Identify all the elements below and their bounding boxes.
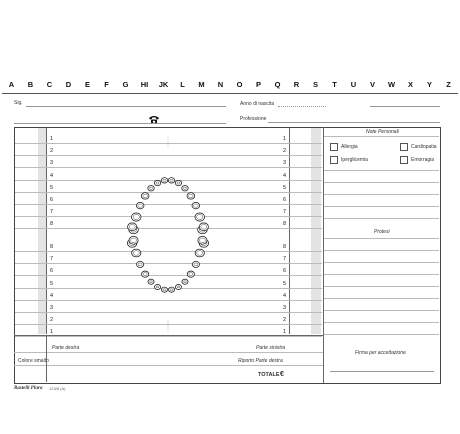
left-side-label: Parte sinistra xyxy=(256,345,286,351)
tooth-number-right: 2 xyxy=(50,148,54,155)
allergy-label: Allergia xyxy=(341,144,358,150)
signature-label: Firma per accettazione xyxy=(355,350,406,356)
right-shade-column xyxy=(311,128,321,334)
tooth-number-right: 4 xyxy=(50,172,54,179)
tooth-outline[interactable] xyxy=(154,180,160,185)
tooth-number-left: 3 xyxy=(283,160,287,167)
tooth-outline[interactable] xyxy=(131,213,141,221)
tooth-outline[interactable] xyxy=(169,287,175,292)
tooth-outline[interactable] xyxy=(195,213,205,221)
alphabet-tab[interactable]: X xyxy=(407,80,413,89)
tooth-number-right: 5 xyxy=(50,184,54,191)
tooth-number-right: 8 xyxy=(50,221,54,228)
tooth-number-left: 5 xyxy=(283,184,287,191)
row-rule xyxy=(14,352,323,353)
tooth-outline[interactable] xyxy=(148,279,154,284)
note-row xyxy=(324,274,439,275)
tooth-outline[interactable] xyxy=(142,271,149,277)
alphabet-tab[interactable]: B xyxy=(27,80,34,89)
form-code: 123/8 (A) xyxy=(49,386,66,391)
hemorrhage-checkbox[interactable] xyxy=(400,156,408,164)
alphabet-tab[interactable]: F xyxy=(104,80,109,89)
note-row xyxy=(324,298,439,299)
divider xyxy=(46,128,47,334)
cardiopathy-checkbox[interactable] xyxy=(400,143,408,151)
profession-label: Professione xyxy=(240,116,267,122)
tooth-outline[interactable] xyxy=(155,284,161,289)
alphabet-tab[interactable]: O xyxy=(236,80,243,89)
note-row xyxy=(324,206,439,207)
tooth-outline[interactable] xyxy=(175,180,181,185)
alphabet-rule xyxy=(2,93,458,94)
currency-symbol: € xyxy=(280,371,284,378)
tooth-number-left: 7 xyxy=(283,209,287,216)
tooth-number-right: 3 xyxy=(50,305,54,311)
hemorrhage-label: Emorragia xyxy=(411,157,435,163)
note-row xyxy=(324,170,439,171)
right-side-label: Parte destra xyxy=(52,345,80,351)
tooth-number-right: 4 xyxy=(50,292,54,299)
alphabet-tab[interactable]: V xyxy=(369,80,375,89)
alphabet-tab[interactable]: L xyxy=(180,80,185,89)
tooth-number-left: 2 xyxy=(283,317,287,324)
tooth-outline[interactable] xyxy=(168,178,174,183)
signature-field[interactable] xyxy=(330,371,434,372)
tooth-outline[interactable] xyxy=(187,193,195,199)
alphabet-tab[interactable]: A xyxy=(8,80,15,89)
note-row xyxy=(324,238,439,239)
tooth-outline[interactable] xyxy=(187,271,194,277)
alphabet-tab[interactable]: HI xyxy=(140,80,149,89)
alphabet-tab[interactable]: M xyxy=(198,80,205,89)
dental-arch-diagram xyxy=(118,135,218,335)
note-row xyxy=(324,182,439,183)
row-rule xyxy=(14,365,323,366)
brand-logo: Rastelli Plura xyxy=(14,386,43,391)
tooth-number-right: 3 xyxy=(50,160,54,167)
note-row xyxy=(324,218,439,219)
tooth-outline[interactable] xyxy=(137,261,144,267)
hyperglycemia-label: Iperglicemia xyxy=(341,157,368,163)
tooth-outline[interactable] xyxy=(199,223,208,231)
alphabet-tab[interactable]: N xyxy=(217,80,224,89)
alphabet-tab[interactable]: JK xyxy=(158,80,169,89)
profession-field[interactable] xyxy=(268,122,440,123)
sig-field[interactable] xyxy=(26,106,226,107)
allergy-checkbox[interactable] xyxy=(330,143,338,151)
note-row xyxy=(324,310,439,311)
carry-over-label: Riporto Parte destra xyxy=(238,358,283,364)
note-row xyxy=(324,136,439,137)
tooth-outline[interactable] xyxy=(182,186,188,191)
extra-field[interactable] xyxy=(370,106,440,107)
alphabet-tab[interactable]: W xyxy=(387,80,396,89)
alphabet-tab[interactable]: C xyxy=(46,80,53,89)
tooth-outline[interactable] xyxy=(132,249,141,257)
alphabet-tab[interactable]: Q xyxy=(274,80,281,89)
alphabet-tab[interactable]: P xyxy=(255,80,261,89)
alphabet-tab[interactable]: Z xyxy=(446,80,451,89)
tooth-number-left: 4 xyxy=(283,292,287,299)
tooth-number-right: 7 xyxy=(50,209,54,216)
birth-field[interactable] xyxy=(278,106,326,107)
left-shade-column xyxy=(38,128,46,334)
tooth-number-left: 1 xyxy=(283,136,287,142)
tooth-outline[interactable] xyxy=(148,186,154,191)
phone-field[interactable] xyxy=(14,123,226,124)
alphabet-index xyxy=(2,77,458,93)
sig-label: Sig. xyxy=(14,100,23,106)
note-row xyxy=(324,262,439,263)
tooth-number-left: 8 xyxy=(283,244,287,250)
tooth-number-left: 5 xyxy=(283,280,287,287)
note-row xyxy=(324,194,439,195)
tooth-number-left: 4 xyxy=(283,172,287,179)
alphabet-tab[interactable]: U xyxy=(350,80,357,89)
prosthesis-title: Protesi xyxy=(374,229,390,235)
tooth-outline[interactable] xyxy=(161,287,167,292)
total-label: TOTALE xyxy=(258,372,280,378)
divider xyxy=(289,128,290,334)
tooth-outline[interactable] xyxy=(182,279,188,284)
tooth-number-right: 2 xyxy=(50,317,54,324)
alphabet-tab[interactable]: S xyxy=(312,80,318,89)
tooth-outline[interactable] xyxy=(161,178,167,183)
note-row xyxy=(324,322,439,323)
tooth-outline[interactable] xyxy=(195,249,204,257)
tooth-number-left: 6 xyxy=(283,268,287,275)
tooth-number-left: 2 xyxy=(283,148,287,155)
tooth-number-left: 3 xyxy=(283,305,287,311)
chart-bottom-rule xyxy=(14,335,323,336)
divider xyxy=(46,335,47,382)
notes-title: Note Personali xyxy=(366,129,399,135)
tooth-number-left: 6 xyxy=(283,197,287,203)
alphabet-tab[interactable]: T xyxy=(332,80,337,89)
birth-label: Anno di nascita xyxy=(240,101,275,107)
tooth-outline[interactable] xyxy=(198,236,207,244)
alphabet-tab[interactable]: Y xyxy=(426,80,432,89)
cardiopathy-label: Cardiopatia xyxy=(411,144,437,150)
notes-divider xyxy=(323,127,324,383)
tooth-number-right: 6 xyxy=(50,197,54,203)
alphabet-tab[interactable]: R xyxy=(293,80,300,89)
tooth-outline[interactable] xyxy=(192,261,199,267)
alphabet-tab[interactable]: E xyxy=(84,80,90,89)
tooth-outline[interactable] xyxy=(129,236,138,244)
tooth-number-right: 5 xyxy=(50,280,54,287)
telephone-icon xyxy=(148,112,160,122)
tooth-number-left: 8 xyxy=(283,221,287,228)
tooth-row-rule xyxy=(15,336,322,337)
note-row xyxy=(324,334,439,335)
tooth-outline[interactable] xyxy=(192,202,200,208)
tooth-number-right: 1 xyxy=(50,136,54,142)
tooth-number-left: 1 xyxy=(283,329,287,336)
tooth-number-right: 1 xyxy=(50,329,54,336)
tooth-number-right: 8 xyxy=(50,244,54,250)
alphabet-tab[interactable]: G xyxy=(122,80,129,89)
hyperglycemia-checkbox[interactable] xyxy=(330,156,338,164)
note-row xyxy=(324,286,439,287)
tooth-number-left: 7 xyxy=(283,256,287,263)
tooth-outline[interactable] xyxy=(136,202,144,208)
tooth-outline[interactable] xyxy=(141,193,149,199)
alphabet-tab[interactable]: D xyxy=(65,80,72,89)
color-label: Colore smalto xyxy=(18,358,49,364)
tooth-number-right: 6 xyxy=(50,268,54,275)
tooth-outline[interactable] xyxy=(128,223,137,231)
tooth-number-right: 7 xyxy=(50,256,54,263)
tooth-outline[interactable] xyxy=(175,284,181,289)
note-row xyxy=(324,250,439,251)
